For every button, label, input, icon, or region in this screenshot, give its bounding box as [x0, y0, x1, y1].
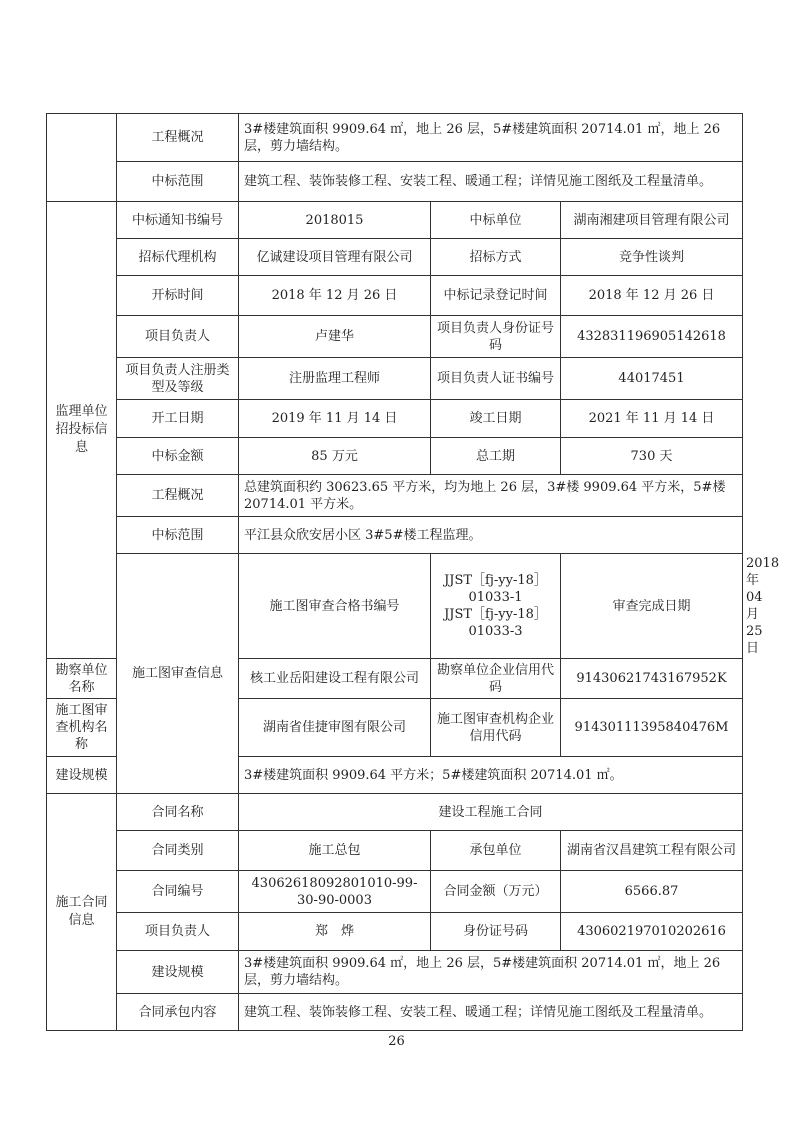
reg-type-label: 项目负责人注册类型及等级 — [117, 358, 239, 400]
agency-label: 招标代理机构 — [117, 239, 239, 276]
overview-value: 3#楼建筑面积 9909.64 ㎡，地上 26 层，5#楼建筑面积 20714.01 ㎡，地上 26 层，剪力墙结构。 — [239, 114, 743, 162]
scope-label: 中标范围 — [117, 162, 239, 202]
contract-no-value: 43062618092801010-99-30-90-0003 — [239, 871, 431, 913]
bid-amount-label: 中标金额 — [117, 438, 239, 475]
end-date-value: 2021 年 11 月 14 日 — [561, 400, 743, 438]
contract-name-value: 建设工程施工合同 — [239, 794, 743, 831]
review-org-value: 湖南省佳捷审图有限公司 — [239, 699, 431, 757]
contract-no-label: 合同编号 — [117, 871, 239, 913]
contract-amount-value: 6566.87 — [561, 871, 743, 913]
method-value: 竞争性谈判 — [561, 239, 743, 276]
review-cert-2: JJST［fj-yy-18］01033-3 — [444, 607, 547, 639]
manager-value: 卢建华 — [239, 316, 431, 358]
start-date-value: 2019 年 11 月 14 日 — [239, 400, 431, 438]
manager-label: 项目负责人 — [117, 316, 239, 358]
survey-code-label: 勘察单位企业信用代码 — [431, 659, 561, 699]
review-cert-1: JJST［fj-yy-18］01033-1 — [444, 573, 547, 605]
supervision-section-title: 监理单位招投标信息 — [47, 202, 117, 659]
agency-value: 亿诚建设项目管理有限公司 — [239, 239, 431, 276]
contract-id-label: 身份证号码 — [431, 913, 561, 951]
project-overview-value: 总建筑面积约 30623.65 平方米，均为地上 26 层，3#楼 9909.64 平方米，5#楼 20714.01 平方米。 — [239, 475, 743, 517]
review-code-value: 91430111395840476M — [561, 699, 743, 757]
notice-no-value: 2018015 — [239, 202, 431, 239]
contractor-label: 承包单位 — [431, 831, 561, 871]
contract-amount-label: 合同金额（万元） — [431, 871, 561, 913]
scope-value: 建筑工程、装饰装修工程、安装工程、暖通工程；详情见施工图纸及工程量清单。 — [239, 162, 743, 202]
contract-content-value: 建筑工程、装饰装修工程、安装工程、暖通工程；详情见施工图纸及工程量清单。 — [239, 994, 743, 1031]
record-time-label: 中标记录登记时间 — [431, 276, 561, 316]
open-time-label: 开标时间 — [117, 276, 239, 316]
start-date-label: 开工日期 — [117, 400, 239, 438]
duration-label: 总工期 — [431, 438, 561, 475]
cert-no-value: 44017451 — [561, 358, 743, 400]
contractor-value: 湖南省汉昌建筑工程有限公司 — [561, 831, 743, 871]
review-finish-label: 审查完成日期 — [561, 554, 743, 659]
project-overview-label: 工程概况 — [117, 475, 239, 517]
contract-name-label: 合同名称 — [117, 794, 239, 831]
end-date-label: 竣工日期 — [431, 400, 561, 438]
winner-value: 湖南湘建项目管理有限公司 — [561, 202, 743, 239]
contract-content-label: 合同承包内容 — [117, 994, 239, 1031]
contract-section-title: 施工合同信息 — [47, 794, 117, 1031]
bid-amount-value: 85 万元 — [239, 438, 431, 475]
contract-scale-value: 3#楼建筑面积 9909.64 ㎡，地上 26 层，5#楼建筑面积 20714.01 ㎡，地上 26 层，剪力墙结构。 — [239, 951, 743, 994]
review-org-label: 施工图审查机构名称 — [47, 699, 117, 757]
open-time-value: 2018 年 12 月 26 日 — [239, 276, 431, 316]
contract-type-value: 施工总包 — [239, 831, 431, 871]
section1-title — [47, 114, 117, 202]
review-scale-label: 建设规模 — [47, 757, 117, 794]
manager-id-label: 项目负责人身份证号码 — [431, 316, 561, 358]
cert-no-label: 项目负责人证书编号 — [431, 358, 561, 400]
bid-scope-value: 平江县众欣安居小区 3#5#楼工程监理。 — [239, 517, 743, 554]
info-table: 工程概况 3#楼建筑面积 9909.64 ㎡，地上 26 层，5#楼建筑面积 20714.01 ㎡，地上 26 层，剪力墙结构。 中标范围 建筑工程、装饰装修工程、安装工程、暖通工程；详情见施工图纸及工程量清单。 监理单位招投标信息 中标通知书编号 2018015 中标单位 湖南湘建项目管理有限公司 招标代理机构 亿诚建设项目管理有限公司 招标方式 竞争性谈判 开标时间 2018 年 12 月 26 日 中标记录登记时间 2018 年 12 月 26 日 项目负责人 卢建华 项目负责人身份证号码 432831196905142618 项目负责人注册类型及等级 注册监理工程师 项目负责人证书编号 44017451 开工日期 2019 年 11 月 14 日 竣工日期 2021 年 11 月 14 日 中标金额 85 万元 总工期 730 天 工程概况 总建筑面积约 30623.65 平方米，均为地上 26 层，3#楼 9909.64 平方米，5#楼 20714.01 平方米。 中标范围 平江县众欣安居小区 3#5#楼工程监理。 施工图审查信息 施工图审查合格书编号 JJST［fj-yy-18］01033-1 JJST［fj-yy-18］01033-3 审查完成日期 2018 年 04 月 25 日 勘察单位名称 核工业岳阳建设工程有限公司 勘察单位企业信用代码 91430621743167952K 施工图审查机构名称 湖南省佳捷审图有限公司 施工图审查机构企业信用代码 91430111395840476M 建设规模 3#楼建筑面积 9909.64 平方米；5#楼建筑面积 20714.01 ㎡。 施工合同信息 合同名称 建设工程施工合同 合同类别 施工总包 承包单位 湖南省汉昌建筑工程有限公司 合同编号 43062618092801010-99-30-90-0003 合同金额（万元） 6566.87 项目负责人 郑 烨 身份证号码 430602197010202616 建设规模 3#楼建筑面积 9909.64 ㎡，地上 26 层，5#楼建筑面积 20714.01 ㎡，地上 26 层，剪力墙结构。 合同承包内容 建筑工程、装饰装修工程、安装工程、暖通工程；详情见施工图纸及工程量清单。 — [46, 113, 743, 1031]
review-code-label: 施工图审查机构企业信用代码 — [431, 699, 561, 757]
contract-id-value: 430602197010202616 — [561, 913, 743, 951]
manager-id-value: 432831196905142618 — [561, 316, 743, 358]
survey-unit-value: 核工业岳阳建设工程有限公司 — [239, 659, 431, 699]
bid-scope-label: 中标范围 — [117, 517, 239, 554]
review-cert-label: 施工图审查合格书编号 — [239, 554, 431, 659]
review-section-title: 施工图审查信息 — [117, 554, 239, 794]
notice-no-label: 中标通知书编号 — [117, 202, 239, 239]
record-time-value: 2018 年 12 月 26 日 — [561, 276, 743, 316]
duration-value: 730 天 — [561, 438, 743, 475]
review-cert-value — [431, 554, 561, 659]
reg-type-value: 注册监理工程师 — [239, 358, 431, 400]
contract-scale-label: 建设规模 — [117, 951, 239, 994]
method-label: 招标方式 — [431, 239, 561, 276]
page-number: 26 — [388, 1034, 405, 1049]
review-scale-value: 3#楼建筑面积 9909.64 平方米；5#楼建筑面积 20714.01 ㎡。 — [239, 757, 743, 794]
winner-label: 中标单位 — [431, 202, 561, 239]
survey-unit-label: 勘察单位名称 — [47, 659, 117, 699]
contract-type-label: 合同类别 — [117, 831, 239, 871]
overview-label: 工程概况 — [117, 114, 239, 162]
contract-manager-label: 项目负责人 — [117, 913, 239, 951]
survey-code-value: 91430621743167952K — [561, 659, 743, 699]
contract-manager-value: 郑 烨 — [239, 913, 431, 951]
